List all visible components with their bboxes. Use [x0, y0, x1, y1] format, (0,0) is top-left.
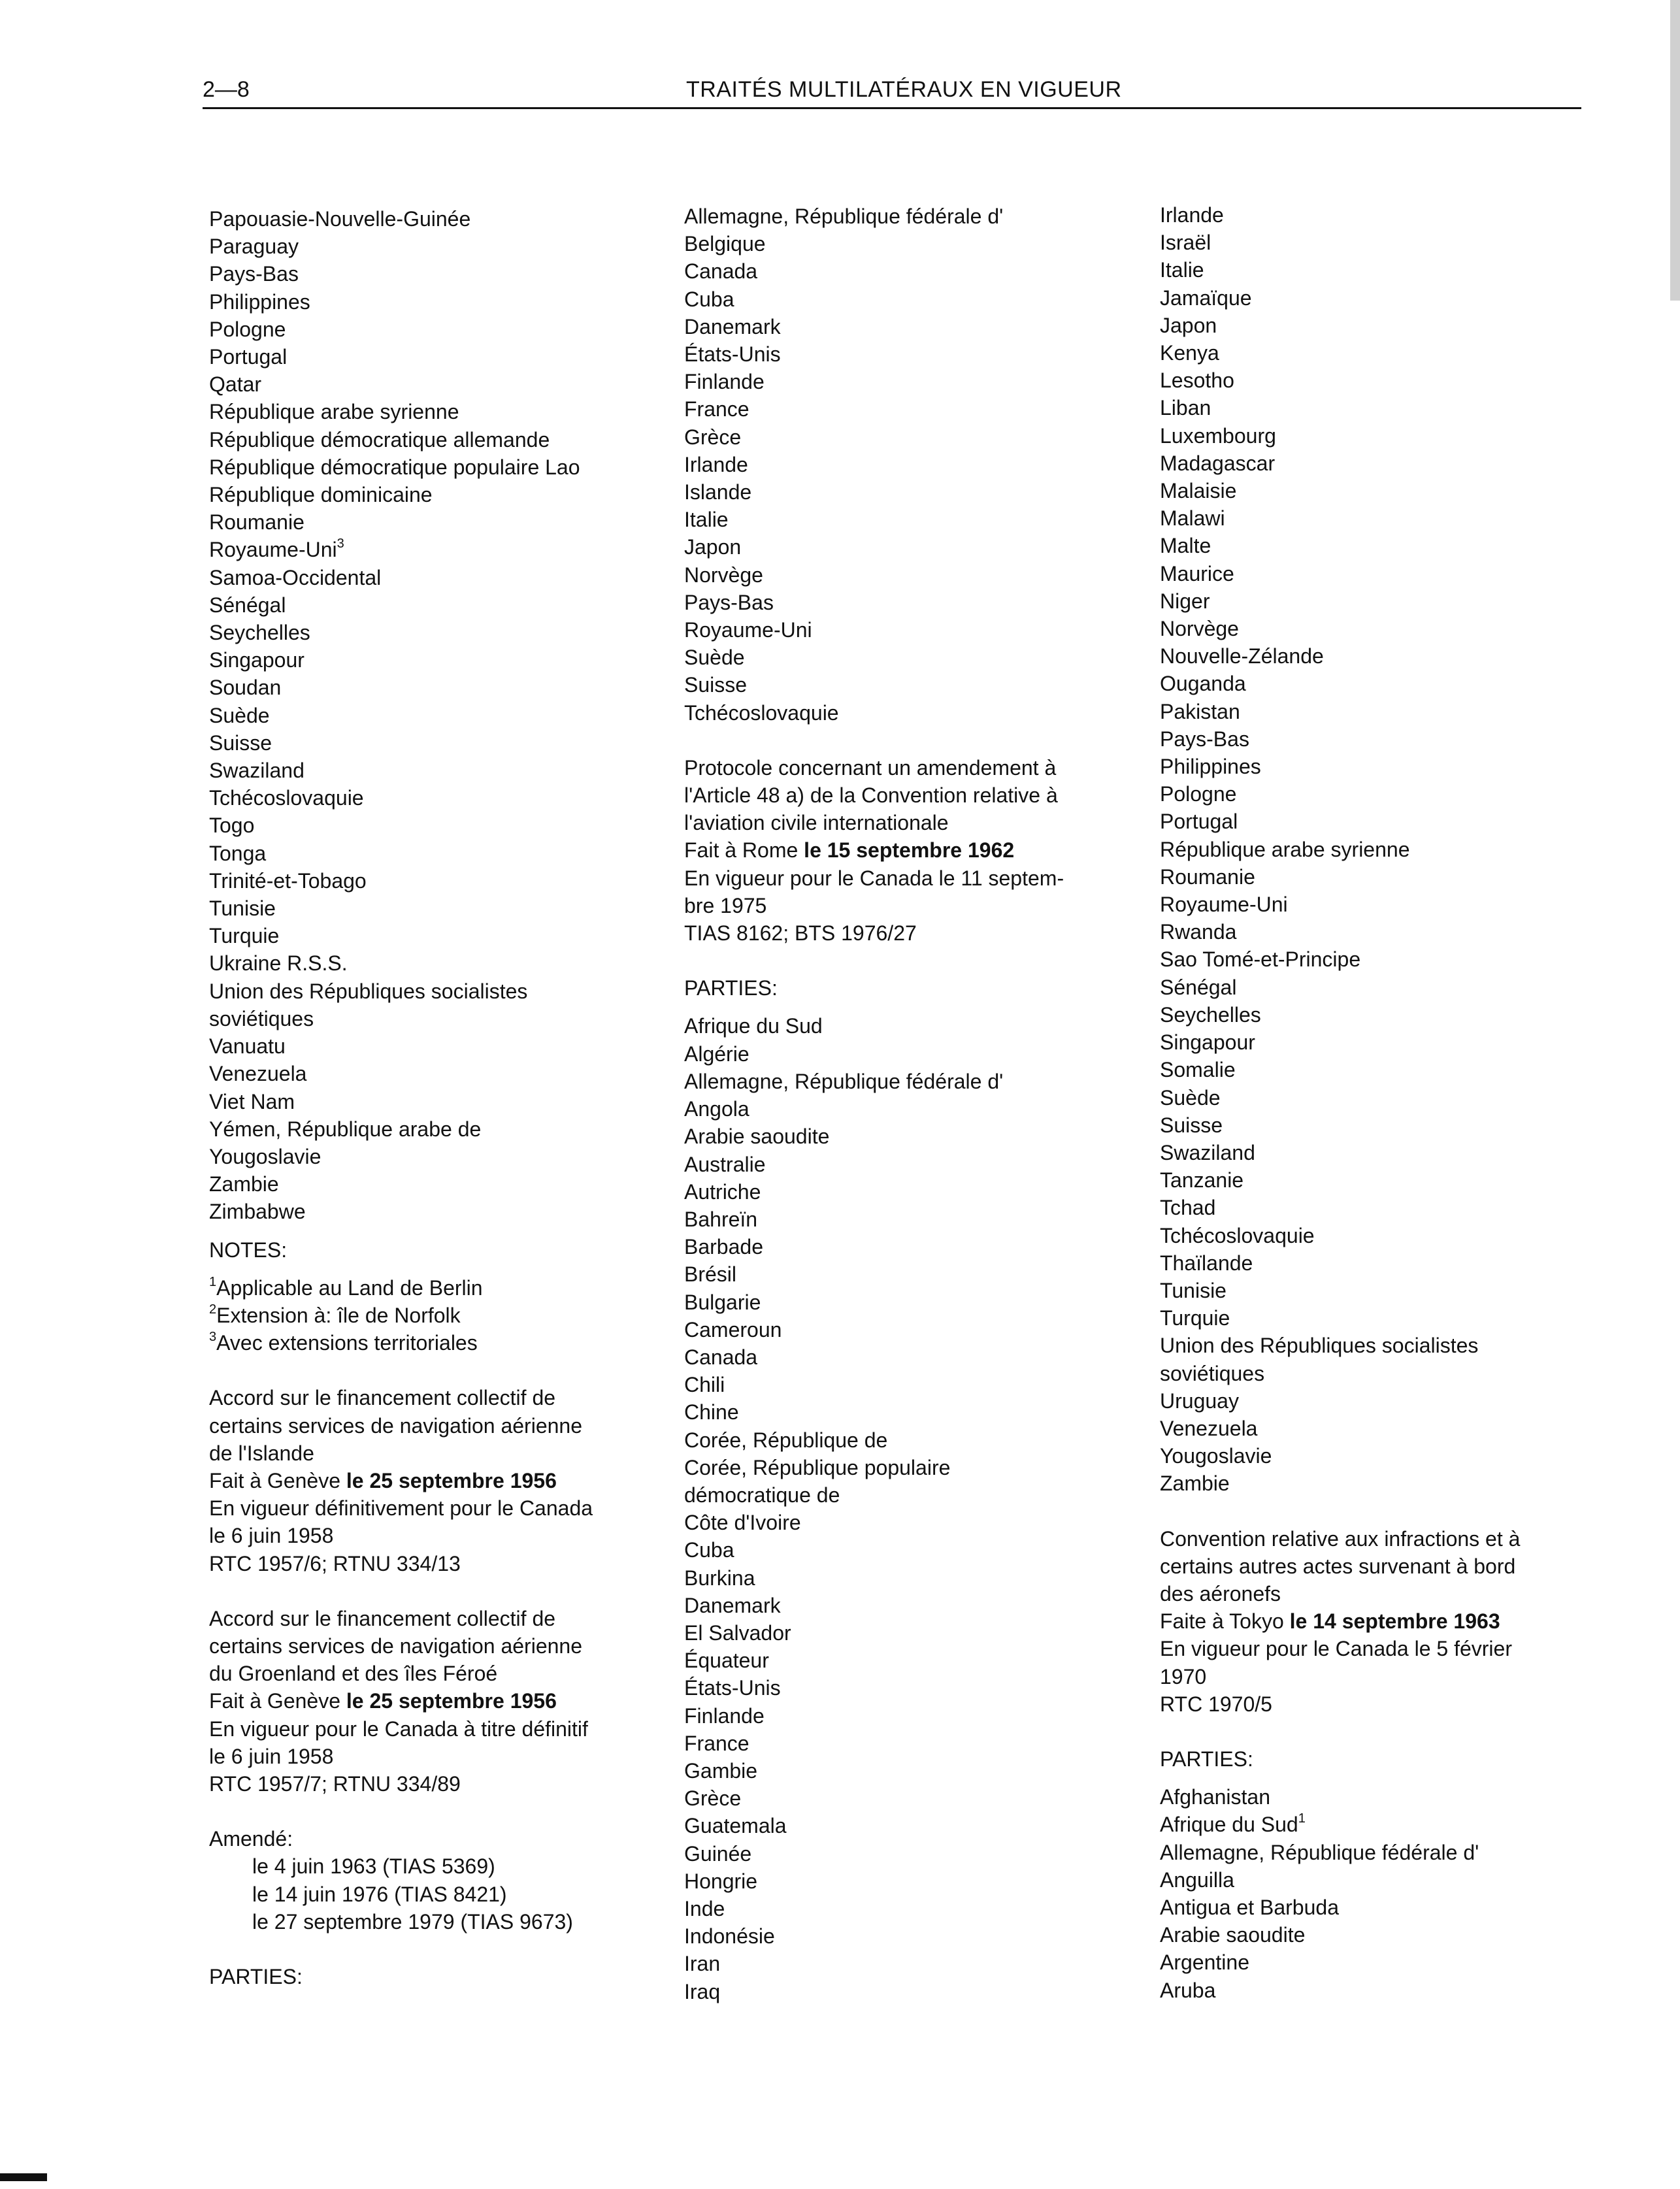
list-item: Tchécoslovaquie — [684, 700, 839, 725]
column-right — [1160, 201, 1604, 2004]
list-item: Trinité-et-Tobago — [209, 868, 367, 893]
notes-heading: NOTES: — [209, 1238, 288, 1262]
list-item: Pays-Bas — [209, 262, 299, 286]
treaty-done — [684, 836, 1128, 864]
page-number: 2—8 — [203, 77, 250, 102]
column-middle — [684, 203, 1128, 2005]
note-text: Extension à: île de Norfolk — [216, 1303, 461, 1327]
list-item — [209, 536, 640, 563]
list-item: démocratique de — [684, 1483, 840, 1507]
list-item: Finlande — [684, 1703, 765, 1728]
list-item: bre 1975 — [684, 893, 767, 917]
list-item: Chine — [684, 1400, 739, 1424]
list-item: Sénégal — [209, 593, 286, 617]
list-item: Afrique du Sud — [684, 1014, 823, 1038]
list-item: Vanuatu — [209, 1034, 286, 1059]
scan-edge-mark — [0, 2173, 47, 2181]
done-prefix: Fait à Genève — [209, 1689, 346, 1713]
header-rule — [203, 107, 1581, 109]
list-item: Inde — [684, 1896, 725, 1920]
list-item: Italie — [1160, 258, 1204, 282]
scan-edge-shadow — [1670, 0, 1680, 301]
list-item: Pologne — [209, 317, 286, 341]
list-item: États-Unis — [684, 342, 781, 367]
list-item: Sao Tomé-et-Principe — [1160, 947, 1361, 972]
list-item: République arabe syrienne — [1160, 837, 1410, 861]
list-item: Finlande — [684, 370, 765, 394]
list-item: Tchad — [1160, 1196, 1216, 1220]
list-item: En vigueur pour le Canada le 11 septem- — [684, 866, 1064, 890]
list-item — [1160, 1839, 1604, 1866]
done-date: le 25 septembre 1956 — [346, 1689, 557, 1713]
parties-heading: PARTIES: — [1160, 1747, 1253, 1771]
parties-heading: PARTIES: — [684, 976, 778, 1000]
list-item: Pays-Bas — [1160, 727, 1249, 751]
treaty-reference: RTC 1970/5 — [1160, 1692, 1272, 1716]
list-item: Accord sur le financement collectif de — [209, 1386, 556, 1410]
list-item: Hongrie — [684, 1869, 758, 1893]
list-item: Cameroun — [684, 1317, 782, 1341]
list-item: El Salvador — [684, 1621, 791, 1645]
list-item: 1970 — [1160, 1664, 1207, 1688]
list-item: Jamaïque — [1160, 286, 1252, 310]
list-item: Tanzanie — [1160, 1168, 1244, 1193]
list-item: Canada — [684, 1345, 758, 1369]
done-date: le 25 septembre 1956 — [346, 1468, 557, 1492]
list-item: Norvège — [1160, 617, 1239, 641]
list-item: Allemagne, République fédérale d' — [684, 1069, 1004, 1093]
page-header — [203, 77, 1581, 110]
list-item: Lesotho — [1160, 369, 1234, 393]
list-item: Papouasie-Nouvelle-Guinée — [209, 207, 471, 231]
list-item: Gambie — [684, 1758, 758, 1783]
done-date: le 15 septembre 1962 — [804, 838, 1015, 863]
footnote-mark: 2 — [209, 1302, 217, 1317]
list-item: Cuba — [684, 287, 734, 311]
list-item: Niger — [1160, 589, 1210, 613]
list-item: Pologne — [1160, 782, 1237, 806]
list-item: Union des Républiques socialistes — [209, 979, 528, 1003]
parties-list — [684, 1012, 1128, 2005]
list-item: Philippines — [1160, 755, 1261, 779]
list-item: Suisse — [684, 673, 748, 697]
country-list — [209, 205, 640, 536]
list-item: Rwanda — [1160, 920, 1237, 944]
list-item: Grèce — [684, 1786, 742, 1811]
list-item: Danemark — [684, 314, 781, 338]
list-item: Iran — [684, 1952, 721, 1976]
list-item: le 6 juin 1958 — [209, 1744, 334, 1768]
list-item: Somalie — [1160, 1058, 1236, 1082]
list-item: Angola — [684, 1097, 749, 1121]
treaty-force — [209, 1494, 640, 1549]
list-item: Suède — [684, 646, 745, 670]
list-item: Norvège — [684, 563, 763, 587]
list-item: Maurice — [1160, 561, 1234, 585]
list-item: Union des Républiques socialistes — [1160, 1334, 1479, 1358]
list-item: certains services de navigation aérienne — [209, 1634, 582, 1658]
list-item: Israël — [1160, 231, 1211, 255]
list-item-text: Royaume-Uni — [209, 538, 337, 562]
list-item: Ukraine R.S.S. — [209, 951, 348, 976]
list-item: Malawi — [1160, 506, 1225, 531]
list-item: Bulgarie — [684, 1290, 761, 1314]
list-item: des aéronefs — [1160, 1581, 1281, 1605]
list-item: Tchécoslovaquie — [1160, 1223, 1315, 1247]
footnote-mark: 3 — [337, 536, 344, 551]
list-item: Samoa-Occidental — [209, 565, 382, 589]
list-item: soviétiques — [1160, 1361, 1265, 1385]
treaty-done — [209, 1687, 640, 1715]
note-item — [209, 1274, 640, 1302]
list-item: certains autres actes survenant à bord — [1160, 1554, 1516, 1578]
list-item: Seychelles — [1160, 1002, 1261, 1027]
list-item: Kenya — [1160, 341, 1219, 365]
list-item-text: Argentine — [1160, 1950, 1249, 1975]
list-item: certains services de navigation aérienne — [209, 1413, 582, 1438]
list-item: Seychelles — [209, 621, 310, 645]
list-item: Sénégal — [1160, 975, 1237, 999]
list-item: États-Unis — [684, 1676, 781, 1700]
list-item: Bahreïn — [684, 1207, 758, 1231]
list-item: République arabe syrienne — [209, 400, 459, 424]
list-item: Malaisie — [1160, 479, 1237, 503]
list-item: En vigueur pour le Canada à titre définitif — [209, 1717, 588, 1741]
list-item: Irlande — [684, 452, 748, 476]
list-item: Brésil — [684, 1262, 737, 1287]
list-item: Viet Nam — [209, 1089, 295, 1113]
list-item: Tunisie — [209, 897, 276, 921]
list-item: Thaïlande — [1160, 1251, 1253, 1275]
list-item: Royaume-Uni — [684, 618, 812, 642]
list-item: soviétiques — [209, 1006, 314, 1030]
list-item: l'Article 48 a) de la Convention relative à — [684, 783, 1058, 808]
list-item: le 27 septembre 1979 (TIAS 9673) — [252, 1909, 573, 1934]
treaty-title — [209, 1384, 640, 1467]
list-item: Allemagne, République fédérale d' — [684, 205, 1004, 228]
list-item: Zimbabwe — [209, 1200, 306, 1224]
list-item: Irlande — [1160, 203, 1224, 227]
list-item: Turquie — [209, 924, 280, 948]
list-item — [1160, 1783, 1604, 1811]
list-item: Chili — [684, 1373, 725, 1397]
list-item: Tonga — [209, 841, 267, 865]
parties-heading: PARTIES: — [209, 1964, 303, 1988]
list-item: République démocratique allemande — [209, 427, 550, 452]
done-prefix: Fait à Genève — [209, 1468, 346, 1492]
column-left — [209, 205, 640, 1990]
list-item: le 4 juin 1963 (TIAS 5369) — [252, 1854, 495, 1879]
list-item: En vigueur définitivement pour le Canada — [209, 1496, 593, 1521]
list-item: Danemark — [684, 1593, 781, 1617]
list-item: Guinée — [684, 1841, 752, 1866]
note-text: Applicable au Land de Berlin — [216, 1276, 483, 1300]
country-list — [209, 564, 640, 1226]
list-item: Burkina — [684, 1566, 755, 1590]
list-item: Australie — [684, 1152, 766, 1176]
treaty-title — [684, 754, 1128, 837]
list-item — [1160, 1949, 1604, 1976]
list-item: Yougoslavie — [209, 1144, 321, 1168]
list-item: Portugal — [1160, 810, 1238, 834]
list-item: Grèce — [684, 425, 742, 449]
list-item: République dominicaine — [209, 483, 433, 507]
treaty-force — [209, 1715, 640, 1770]
list-item-text: Anguilla — [1160, 1868, 1234, 1892]
note-text: Avec extensions territoriales — [216, 1331, 478, 1355]
treaty-reference: RTC 1957/7; RTNU 334/89 — [209, 1771, 461, 1796]
list-item — [1160, 1811, 1604, 1838]
list-item: Royaume-Uni — [1160, 893, 1288, 917]
list-item: Iraq — [684, 1979, 721, 2003]
list-item: Arabie saoudite — [684, 1125, 830, 1149]
list-item: Convention relative aux infractions et à — [1160, 1526, 1521, 1551]
treaty-title — [209, 1605, 640, 1688]
list-item: En vigueur pour le Canada le 5 février — [1160, 1637, 1512, 1661]
list-item: Ouganda — [1160, 672, 1246, 696]
list-item: Suisse — [1160, 1113, 1223, 1137]
list-item: Pakistan — [1160, 699, 1240, 723]
treaty-done — [1160, 1607, 1604, 1635]
list-item: Pays-Bas — [684, 590, 774, 614]
list-item: Tunisie — [1160, 1278, 1227, 1302]
note-item — [209, 1302, 640, 1329]
list-item: Canada — [684, 259, 758, 284]
treaty-title — [1160, 1525, 1604, 1608]
list-item: Turquie — [1160, 1306, 1230, 1330]
footnote-mark: 3 — [209, 1330, 217, 1345]
treaty-force — [1160, 1635, 1604, 1690]
list-item: Autriche — [684, 1179, 761, 1204]
list-item: France — [684, 397, 749, 421]
list-item: Cuba — [684, 1538, 734, 1562]
list-item: Soudan — [209, 676, 282, 700]
done-date: le 14 septembre 1963 — [1289, 1609, 1500, 1634]
list-item: Roumanie — [1160, 864, 1255, 889]
list-item: Venezuela — [209, 1062, 307, 1086]
list-item: Qatar — [209, 372, 262, 397]
list-item: Yougoslavie — [1160, 1444, 1272, 1468]
parties-list — [1160, 201, 1604, 1498]
list-item: Équateur — [684, 1649, 769, 1673]
list-item — [1160, 1894, 1604, 1921]
list-item: Italie — [684, 508, 729, 532]
list-item: Malte — [1160, 534, 1211, 558]
list-item — [1160, 1921, 1604, 1949]
treaty-reference: TIAS 8162; BTS 1976/27 — [684, 921, 917, 946]
list-item: Côte d'Ivoire — [684, 1511, 801, 1535]
list-item: Nouvelle-Zélande — [1160, 644, 1324, 668]
list-item: Guatemala — [684, 1814, 787, 1838]
list-item: République démocratique populaire Lao — [209, 455, 580, 479]
list-item: Belgique — [684, 232, 766, 256]
list-item: Suède — [1160, 1085, 1221, 1110]
list-item-text: Aruba — [1160, 1978, 1216, 2002]
list-item: Japon — [684, 535, 742, 559]
done-prefix: Faite à Tokyo — [1160, 1609, 1290, 1634]
list-item: Philippines — [209, 289, 310, 314]
list-item — [1160, 1977, 1604, 2004]
list-item-text: Arabie saoudite — [1160, 1923, 1306, 1947]
done-prefix: Fait à Rome — [684, 838, 804, 863]
amended-label: Amendé: — [209, 1827, 293, 1851]
footnote-mark: 1 — [209, 1274, 217, 1289]
note-item — [209, 1329, 640, 1357]
list-item-text: Afghanistan — [1160, 1785, 1271, 1809]
list-item — [1160, 1866, 1604, 1894]
list-item: le 6 juin 1958 — [209, 1524, 334, 1548]
list-item: Algérie — [684, 1042, 749, 1066]
list-item: Suisse — [209, 731, 272, 755]
list-item: Luxembourg — [1160, 423, 1276, 448]
treaty-force — [684, 864, 1128, 919]
list-item: Uruguay — [1160, 1389, 1239, 1413]
treaty-reference: RTC 1957/6; RTNU 334/13 — [209, 1551, 461, 1575]
list-item: Zambie — [1160, 1472, 1230, 1496]
list-item: Protocole concernant un amendement à — [684, 755, 1057, 780]
list-item: Suède — [209, 703, 270, 727]
list-item: Indonésie — [684, 1924, 775, 1949]
list-item: Swaziland — [1160, 1140, 1255, 1164]
list-item: Japon — [1160, 313, 1217, 337]
list-item: Portugal — [209, 345, 288, 369]
treaty-done — [209, 1467, 640, 1494]
list-item: Tchécoslovaquie — [209, 786, 364, 810]
list-item-text: Afrique du Sud — [1160, 1813, 1298, 1837]
list-item: Yémen, République arabe de — [209, 1117, 482, 1141]
list-item: du Groenland et des îles Féroé — [209, 1662, 498, 1686]
list-item: Venezuela — [1160, 1416, 1258, 1440]
list-item: Islande — [684, 480, 752, 504]
list-item-text: Antigua et Barbuda — [1160, 1895, 1339, 1919]
footnote-mark: 1 — [1298, 1811, 1306, 1826]
list-item: Liban — [1160, 396, 1211, 420]
list-item-text: Allemagne, République fédérale d' — [1160, 1840, 1479, 1864]
list-item: Barbade — [684, 1235, 763, 1259]
running-title: TRAITÉS MULTILATÉRAUX EN VIGUEUR — [686, 77, 1122, 102]
list-item: Corée, République populaire — [684, 1455, 951, 1479]
list-item: Accord sur le financement collectif de — [209, 1606, 556, 1630]
list-item: Madagascar — [1160, 451, 1276, 475]
list-item: l'aviation civile internationale — [684, 811, 949, 835]
list-item: Roumanie — [209, 510, 305, 535]
list-item: le 14 juin 1976 (TIAS 8421) — [252, 1882, 507, 1906]
parties-list — [684, 203, 1128, 727]
amendment-list — [209, 1852, 640, 1935]
list-item: Swaziland — [209, 759, 305, 783]
list-item: Zambie — [209, 1172, 279, 1196]
list-item: de l'Islande — [209, 1441, 314, 1465]
list-item: France — [684, 1731, 749, 1755]
list-item: Paraguay — [209, 235, 299, 259]
list-item: Togo — [209, 814, 255, 838]
list-item: Singapour — [209, 648, 305, 672]
list-item: Corée, République de — [684, 1428, 888, 1452]
list-item: Singapour — [1160, 1030, 1255, 1055]
